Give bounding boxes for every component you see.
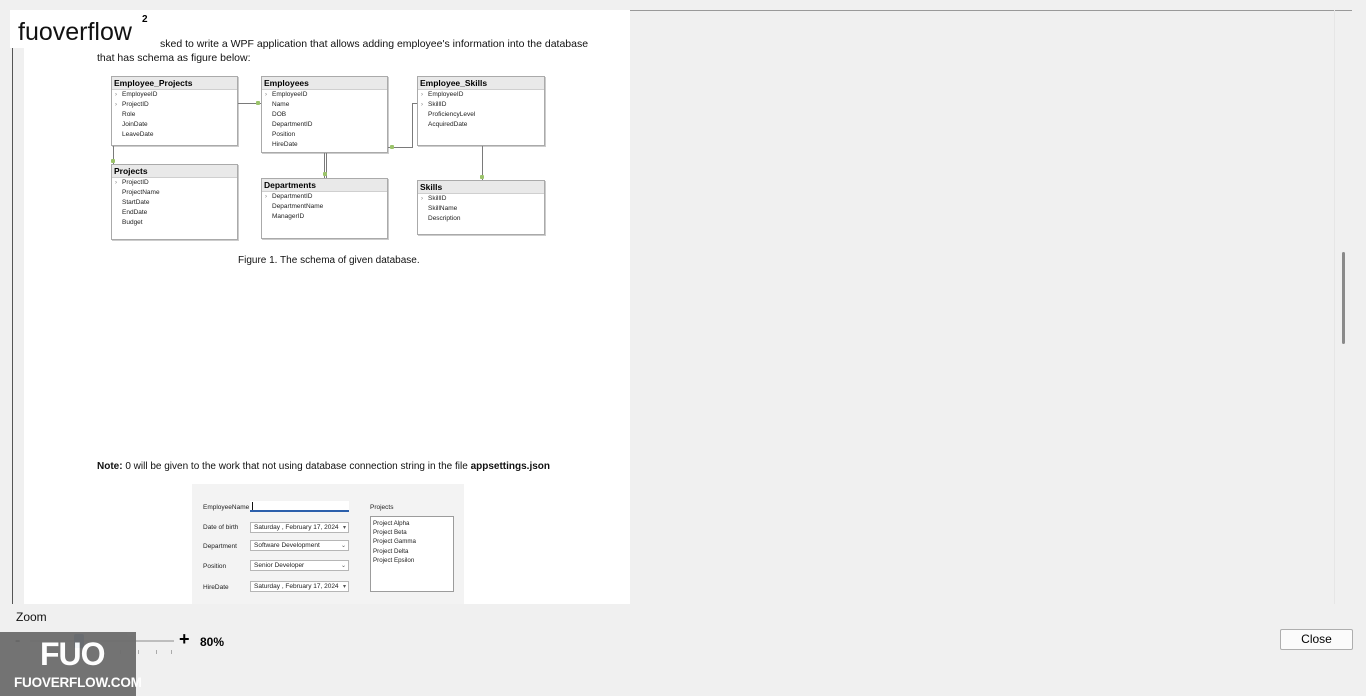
column: › SkillID — [421, 101, 447, 108]
key-icon: › — [421, 196, 423, 202]
column: ManagerID — [272, 213, 305, 220]
column: DepartmentID — [272, 121, 313, 128]
column: AcquiredDate — [428, 121, 468, 128]
note-text: 0 will be given to the work that not using database connection string in the file — [122, 461, 471, 472]
column: DOB — [272, 111, 287, 118]
table-employee-skills — [417, 76, 545, 146]
column: SkillName — [428, 205, 458, 212]
dob-picker: Saturday , February 17, 2024 ▾ — [250, 522, 349, 533]
table-skills — [417, 180, 545, 235]
projects-listbox — [370, 516, 454, 592]
column: EndDate — [122, 209, 148, 216]
column: › ProjectID — [115, 101, 149, 108]
column: Name — [272, 101, 290, 108]
zoom-in-button[interactable]: + — [179, 629, 190, 649]
table-title: Projects — [112, 165, 237, 178]
department-select: Software Development ⌄ — [250, 540, 349, 551]
slider-tick — [171, 650, 172, 654]
project-item: Project Epsilon — [373, 556, 415, 564]
table-employee-projects — [111, 76, 238, 146]
zoom-label: Zoom — [16, 610, 47, 624]
column: › EmployeeID — [421, 91, 464, 98]
text-caret — [252, 502, 253, 510]
column: Position — [272, 131, 296, 138]
hiredate-picker: Saturday , February 17, 2024 ▾ — [250, 581, 349, 592]
table-title: Employee_Projects — [112, 77, 237, 90]
column: JoinDate — [122, 121, 148, 128]
zoom-toolbar — [0, 604, 1366, 696]
position-select: Senior Developer ⌄ — [250, 560, 349, 571]
table-title: Departments — [262, 179, 387, 192]
project-item: Project Delta — [373, 547, 409, 555]
dob-label: Date of birth — [203, 524, 239, 531]
column: StartDate — [122, 199, 150, 206]
key-icon: › — [421, 92, 423, 98]
table-departments — [261, 178, 388, 239]
table-title: Employees — [262, 77, 387, 90]
vertical-scrollbar-thumb[interactable] — [1342, 252, 1345, 344]
table-projects — [111, 164, 238, 240]
table-employees — [261, 76, 388, 153]
projects-label: Projects — [370, 504, 394, 511]
project-item: Project Alpha — [373, 520, 410, 527]
table-title: Skills — [418, 181, 544, 194]
column: Description — [428, 215, 461, 222]
viewer-right-border — [1334, 10, 1335, 604]
column: ProjectName — [122, 189, 160, 196]
relation-key-marker — [480, 175, 484, 179]
column: › ProjectID — [115, 179, 149, 186]
column: › EmployeeID — [265, 91, 308, 98]
key-icon: › — [265, 194, 267, 200]
watermark-brand: fuoverflow — [10, 10, 140, 48]
viewer-left-border — [12, 10, 13, 604]
intro-line-2: that has schema as figure below: — [97, 52, 251, 64]
employee-name-label: EmployeeName — [203, 504, 250, 511]
close-button[interactable]: Close — [1280, 629, 1353, 650]
relation-line — [412, 103, 417, 104]
chevron-down-icon: ⌄ — [340, 543, 346, 549]
relation-key-marker — [256, 101, 260, 105]
question-number: 2 — [142, 14, 148, 25]
column: ProficiencyLevel — [428, 111, 476, 118]
column: HireDate — [272, 141, 298, 148]
slider-tick — [138, 650, 139, 654]
calendar-dropdown-icon: ▾ — [342, 525, 346, 531]
department-label: Department — [203, 543, 237, 550]
key-icon: › — [115, 102, 117, 108]
logo-mark: FUO — [40, 636, 105, 672]
fuoverflow-logo — [0, 632, 142, 696]
project-item: Project Gamma — [373, 538, 416, 546]
column: LeaveDate — [122, 131, 154, 138]
key-icon: › — [421, 102, 423, 108]
column: Role — [122, 111, 136, 118]
key-icon: › — [115, 180, 117, 186]
logo-text: FUOVERFLOW.COM — [14, 675, 142, 690]
column: Budget — [122, 219, 143, 226]
chevron-down-icon: ⌄ — [340, 563, 346, 569]
relation-key-marker — [390, 145, 394, 149]
relation-key-marker — [111, 159, 115, 163]
hiredate-label: HireDate — [203, 584, 229, 591]
key-icon: › — [115, 92, 117, 98]
relation-line — [412, 103, 413, 148]
figure-caption: Figure 1. The schema of given database. — [238, 255, 420, 266]
form-screenshot — [192, 484, 464, 604]
column: › SkillID — [421, 195, 447, 202]
note-file: appsettings.json — [470, 461, 551, 472]
calendar-dropdown-icon: ▾ — [342, 584, 346, 590]
document-page — [24, 10, 630, 604]
note-paragraph — [97, 461, 550, 472]
key-icon: › — [265, 92, 267, 98]
slider-tick — [156, 650, 157, 654]
table-title: Employee_Skills — [418, 77, 544, 90]
column: › EmployeeID — [115, 91, 158, 98]
column: › DepartmentID — [265, 193, 313, 200]
relation-key-marker — [323, 172, 327, 176]
column: DepartmentName — [272, 203, 324, 210]
note-label: Note: — [97, 461, 123, 472]
project-item: Project Beta — [373, 529, 407, 537]
employee-name-input — [250, 501, 349, 512]
intro-line-1: sked to write a WPF application that allows adding employee's information into the database — [160, 38, 589, 50]
zoom-value: 80% — [200, 635, 225, 649]
position-label: Position — [203, 563, 227, 570]
